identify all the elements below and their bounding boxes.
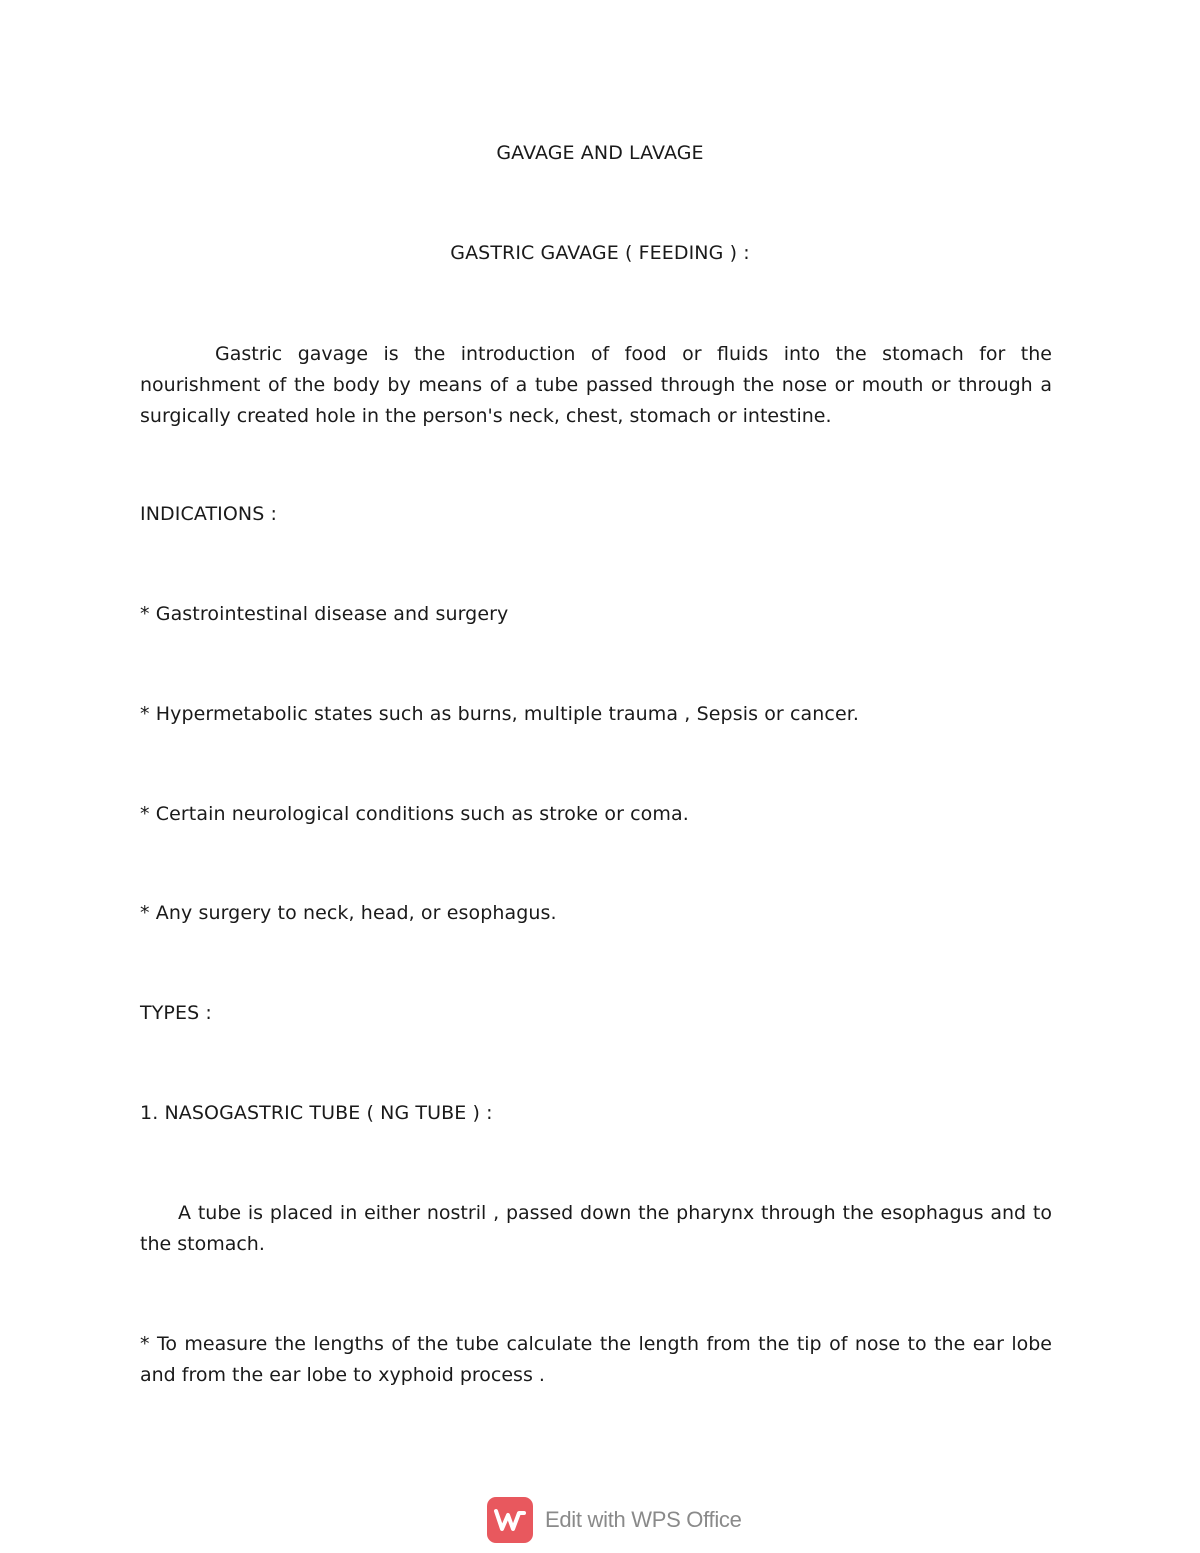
intro-paragraph-text: Gastric gavage is the introduction of food or fluids into the stomach for the nourishment of the body by means of a tube passed through the nose or mouth or through a surgically created hole in the person's neck, chest, stomach or intestine. xyxy=(140,343,1052,427)
type-nasogastric-text: A tube is placed in either nostril , passed down the pharynx through the esophagus and to the stomach. xyxy=(140,1202,1052,1255)
intro-paragraph xyxy=(140,339,1052,432)
indication-item: * Gastrointestinal disease and surgery xyxy=(140,603,509,625)
indications-heading: INDICATIONS : xyxy=(140,503,278,525)
types-heading: TYPES : xyxy=(140,1002,212,1024)
wps-office-label: Edit with WPS Office xyxy=(545,1507,742,1532)
edit-with-wps-office-link[interactable] xyxy=(487,1497,742,1543)
measure-paragraph: * To measure the lengths of the tube calculate the length from the tip of nose to the ear lobe and from the ear lobe to xyphoid process . xyxy=(140,1333,1052,1386)
document-title: GAVAGE AND LAVAGE xyxy=(496,142,704,164)
type-nasogastric-heading: 1. NASOGASTRIC TUBE ( NG TUBE ) : xyxy=(140,1102,493,1124)
type-nasogastric-paragraph xyxy=(140,1198,1052,1260)
indication-item: * Any surgery to neck, head, or esophagus. xyxy=(140,902,557,924)
indication-item: * Hypermetabolic states such as burns, multiple trauma , Sepsis or cancer. xyxy=(140,703,860,725)
section-heading-gastric-gavage: GASTRIC GAVAGE ( FEEDING ) : xyxy=(450,242,750,264)
wps-office-logo-icon xyxy=(487,1497,533,1543)
indication-item: * Certain neurological conditions such as stroke or coma. xyxy=(140,803,689,825)
